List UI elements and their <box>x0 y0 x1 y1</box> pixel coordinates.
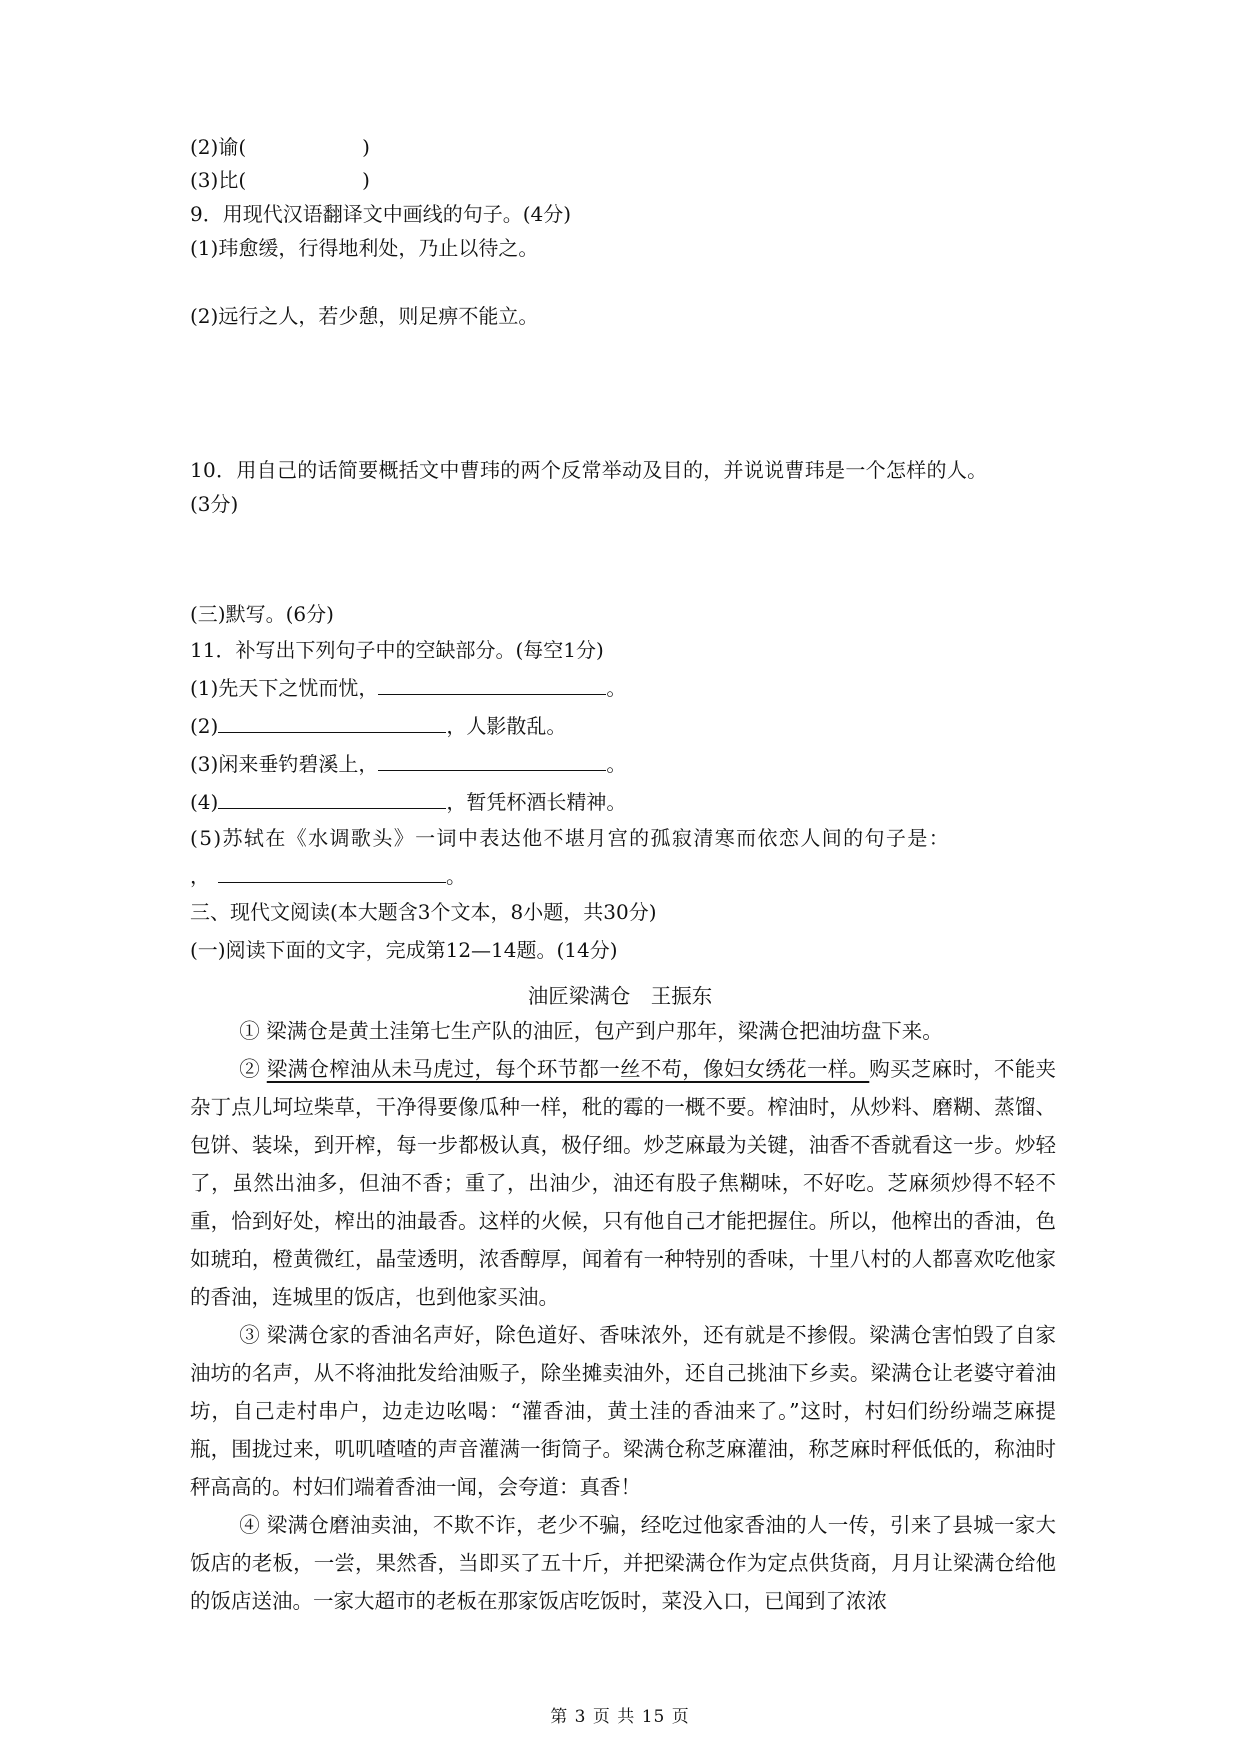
section3-heading: (三)默写。(6分) <box>190 602 334 626</box>
q8-item-2: (2)谕( ) <box>190 135 370 159</box>
q9-stem: 9．用现代汉语翻译文中画线的句子。(4分) <box>190 202 572 226</box>
part3-subheading: (一)阅读下面的文字，完成第12—14题。(14分) <box>190 938 618 962</box>
q11-item-1: (1)先天下之忧而忧， 。 <box>190 672 626 702</box>
answer-blank[interactable] <box>378 672 606 695</box>
q10-score: (3分) <box>190 492 239 516</box>
passage-body <box>190 1012 1056 1620</box>
answer-blank[interactable] <box>218 786 446 809</box>
page-footer: 第 3 页 共 15 页 <box>550 1707 690 1727</box>
q11-item-5-blanks: ， 。 <box>190 860 466 890</box>
q11-item-4: (4) ，暂凭杯酒长精神。 <box>190 786 626 816</box>
q9-sentence-2: (2)远行之人，若少憩，则足痹不能立。 <box>190 304 539 328</box>
q11-stem: 11．补写出下列句子中的空缺部分。(每空1分) <box>190 638 604 662</box>
paragraph-4: ④ 梁满仓磨油卖油，不欺不诈，老少不骗，经吃过他家香油的人一传，引来了县城一家大饭店的老板，一尝，果然香，当即买了五十斤，并把梁满仓作为定点供货商，月月让梁满仓给他的饭店送油。一家大超市的老板在那家饭店吃饭时，菜没入口，已闻到了浓浓 <box>190 1513 1056 1613</box>
q9-sentence-1: (1)玮愈缓，行得地利处，乃止以待之。 <box>190 236 539 260</box>
part3-heading: 三、现代文阅读(本大题含3个文本，8小题，共30分) <box>190 900 657 924</box>
answer-blank[interactable] <box>378 748 606 771</box>
q11-item-3: (3)闲来垂钓碧溪上， 。 <box>190 748 626 778</box>
q11-item-2: (2) ，人影散乱。 <box>190 710 566 740</box>
paragraph-3: ③ 梁满仓家的香油名声好，除色道好、香味浓外，还有就是不掺假。梁满仓害怕毁了自家油坊的名声，从不将油批发给油贩子，除坐摊卖油外，还自己挑油下乡卖。梁满仓让老婆守着油坊，自己走村串户，边走边吆喝：“灌香油，黄土洼的香油来了。”这时，村妇们纷纷端芝麻提瓶，围拢过来，叽叽喳喳的声音灌满一街筒子。梁满仓称芝麻灌油，称芝麻时秤低低的，称油时秤高高的。村妇们端着香油一闻，会夸道：真香！ <box>190 1323 1056 1499</box>
q11-item-5: (5)苏轼在《水调歌头》一词中表达他不堪月宫的孤寂清寒而依恋人间的句子是： <box>190 826 951 850</box>
paragraph-2: ② 梁满仓榨油从未马虎过，每个环节都一丝不苟，像妇女绣花一样。购买芝麻时，不能夹杂丁点儿坷垃柴草，干净得要像瓜种一样，秕的霉的一概不要。榨油时，从炒料、磨糊、蒸馏、包饼、装垛，到开榨，每一步都极认真，极仔细。炒芝麻最为关键，油香不香就看这一步。炒轻了，虽然出油多，但油不香；重了，出油少，油还有股子焦糊味，不好吃。芝麻须炒得不轻不重，恰到好处，榨出的油最香。这样的火候，只有他自己才能把握住。所以，他榨出的香油，色如琥珀，橙黄微红，晶莹透明，浓香醇厚，闻着有一种特别的香味，十里八村的人都喜欢吃他家的香油，连城里的饭店，也到他家买油。 <box>190 1057 1056 1309</box>
q10-stem: 10．用自己的话简要概括文中曹玮的两个反常举动及目的，并说说曹玮是一个怎样的人。 <box>190 458 988 482</box>
passage-title: 油匠梁满仓 王振东 <box>527 984 713 1008</box>
underlined-sentence: 梁满仓榨油从未马虎过，每个环节都一丝不苟，像妇女绣花一样。 <box>266 1057 870 1081</box>
answer-blank[interactable] <box>218 710 446 733</box>
q8-item-3: (3)比( ) <box>190 168 370 192</box>
answer-blank[interactable] <box>218 860 446 883</box>
paragraph-1: ① 梁满仓是黄土洼第七生产队的油匠，包产到户那年，梁满仓把油坊盘下来。 <box>239 1019 943 1043</box>
